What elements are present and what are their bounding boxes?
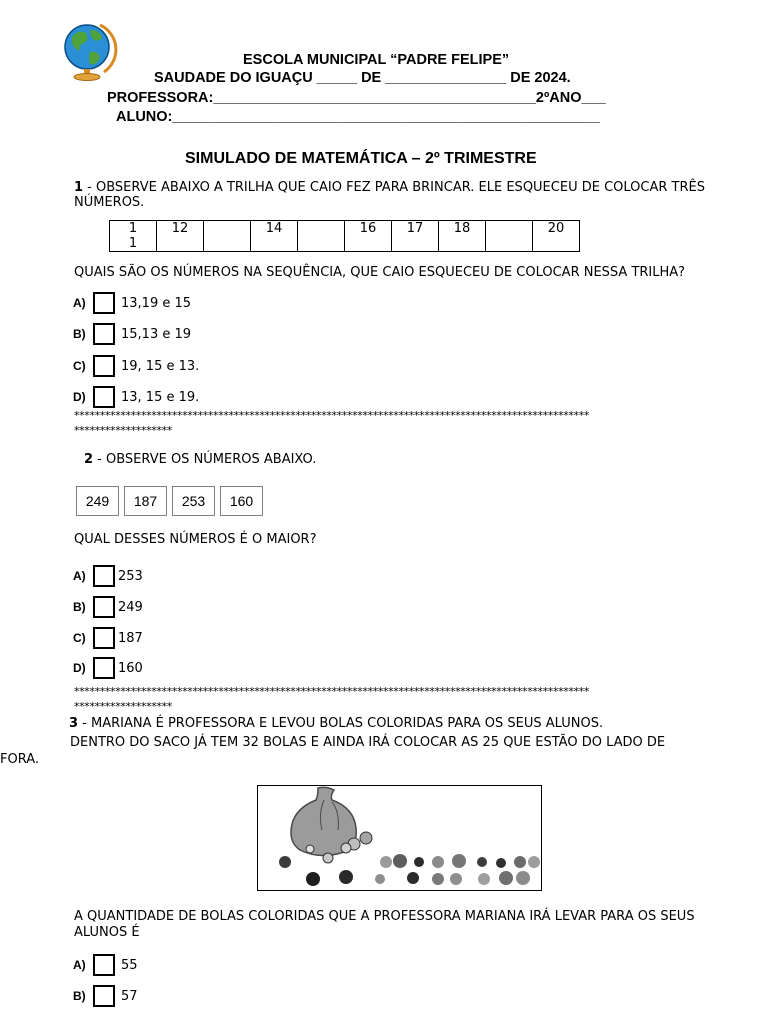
number-card: 253: [172, 486, 215, 516]
separator-cont: *******************: [74, 424, 172, 437]
ball-bag-icon: [258, 786, 541, 890]
q2-option-a: A) 253: [73, 565, 143, 587]
q1-prompt-cont: NÚMEROS.: [74, 195, 145, 210]
answer-checkbox[interactable]: [93, 355, 115, 377]
trail-cell: 20: [533, 221, 580, 252]
answer-checkbox[interactable]: [93, 627, 115, 649]
place-date-line: SAUDADE DO IGUAÇU _____ DE _______________ DE 2024.: [154, 70, 571, 86]
q1-number-trail: [109, 220, 580, 252]
number-card: 187: [124, 486, 167, 516]
q3-option-b: B) 57: [73, 985, 138, 1007]
q2-number-cards: [76, 486, 268, 516]
q2-option-c: C) 187: [73, 627, 143, 649]
school-globe-logo: [60, 20, 122, 82]
number-card: 249: [76, 486, 119, 516]
trail-cell-blank[interactable]: [204, 221, 251, 252]
q1-option-b: B) 15,13 e 19: [73, 323, 191, 345]
trail-cell: 16: [345, 221, 392, 252]
q2-option-d: D) 160: [73, 657, 143, 679]
q1-prompt: 1 - OBSERVE ABAIXO A TRILHA QUE CAIO FEZ PARA BRINCAR. ELE ESQUECEU DE COLOCAR TRÊS: [74, 180, 705, 195]
q1-option-c: C) 19, 15 e 13.: [73, 355, 199, 377]
school-name: ESCOLA MUNICIPAL “PADRE FELIPE”: [243, 52, 510, 68]
q2-question: QUAL DESSES NÚMEROS É O MAIOR?: [74, 532, 317, 547]
answer-checkbox[interactable]: [93, 292, 115, 314]
q3-question: A QUANTIDADE DE BOLAS COLORIDAS QUE A PROFESSORA MARIANA IRÁ LEVAR PARA OS SEUS: [74, 909, 695, 924]
number-card: 160: [220, 486, 263, 516]
q2-option-b: B) 249: [73, 596, 143, 618]
q1-number: 1: [74, 180, 84, 195]
q1-option-a: A) 13,19 e 15: [73, 292, 191, 314]
balls-illustration: [257, 785, 542, 891]
answer-checkbox[interactable]: [93, 386, 115, 408]
q1-option-d: D) 13, 15 e 19.: [73, 386, 199, 408]
trail-cell: 1 1: [110, 221, 157, 252]
student-line: ALUNO:_____________________________________________________: [116, 109, 600, 125]
trail-cell-blank[interactable]: [486, 221, 533, 252]
trail-cell: 17: [392, 221, 439, 252]
teacher-line: PROFESSORA:________________________________________2ºANO___: [107, 90, 606, 106]
trail-cell-blank[interactable]: [298, 221, 345, 252]
exam-title: SIMULADO DE MATEMÁTICA – 2º TRIMESTRE: [185, 150, 537, 167]
separator-cont: *******************: [74, 700, 172, 713]
q3-option-a: A) 55: [73, 954, 138, 976]
trail-cell: 12: [157, 221, 204, 252]
q2-prompt: 2 - OBSERVE OS NÚMEROS ABAIXO.: [84, 452, 317, 467]
q3-prompt-cont: DENTRO DO SACO JÁ TEM 32 BOLAS E AINDA IRÁ COLOCAR AS 25 QUE ESTÃO DO LADO DE: [70, 735, 666, 750]
answer-checkbox[interactable]: [93, 985, 115, 1007]
q3-prompt-end: FORA.: [0, 752, 40, 767]
q3-question-cont: ALUNOS É: [74, 925, 140, 940]
q1-question: QUAIS SÃO OS NÚMEROS NA SEQUÊNCIA, QUE CAIO ESQUECEU DE COLOCAR NESSA TRILHA?: [74, 265, 686, 280]
globe-icon: [60, 20, 122, 82]
answer-checkbox[interactable]: [93, 596, 115, 618]
trail-cell: 14: [251, 221, 298, 252]
q2-number: 2: [84, 452, 94, 467]
separator: ****************************************************************************************************: [74, 685, 590, 698]
answer-checkbox[interactable]: [93, 323, 115, 345]
q3-number: 3: [69, 716, 79, 731]
q3-prompt: 3 - MARIANA É PROFESSORA E LEVOU BOLAS COLORIDAS PARA OS SEUS ALUNOS.: [69, 716, 604, 731]
answer-checkbox[interactable]: [93, 657, 115, 679]
trail-cell: 18: [439, 221, 486, 252]
separator: ****************************************************************************************************: [74, 409, 590, 422]
answer-checkbox[interactable]: [93, 565, 115, 587]
answer-checkbox[interactable]: [93, 954, 115, 976]
